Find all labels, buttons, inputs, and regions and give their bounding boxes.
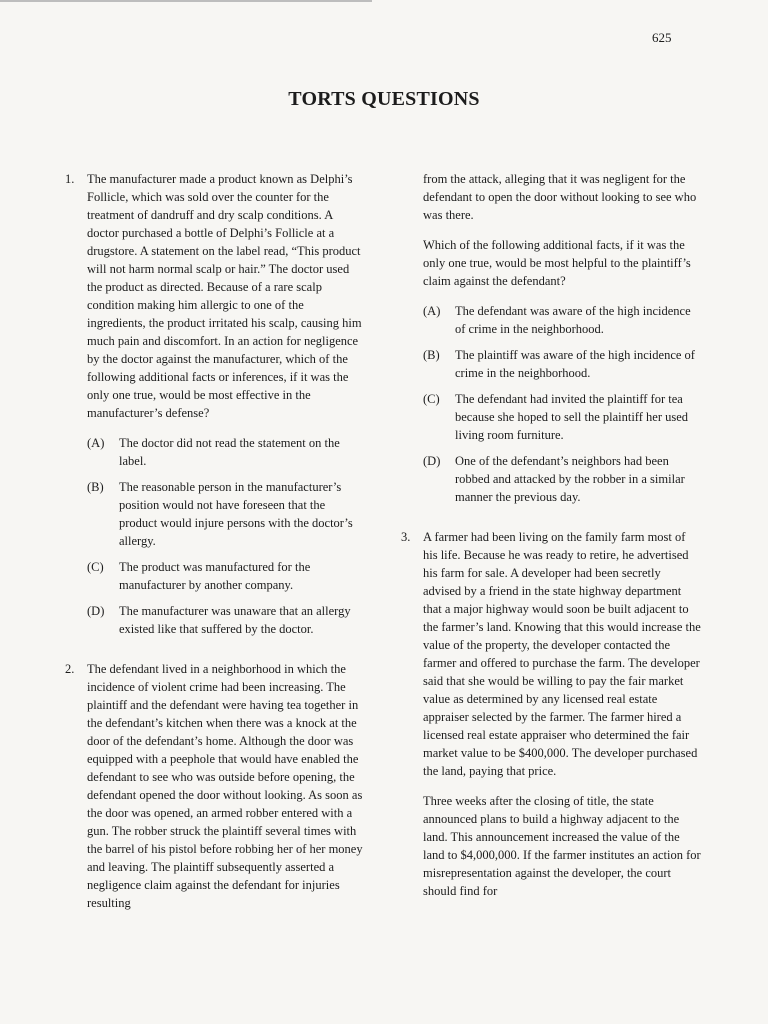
option-text: One of the defendant’s neighbors had been robbed and attacked by the robber in a similar manner the previous day.: [455, 454, 685, 504]
question-call: Which of the following additional facts, if it was the only one true, would be most helpful to the plaintiff’s claim against the defendant?: [423, 238, 691, 288]
question-3: [401, 528, 701, 900]
question-2-continued: [401, 170, 701, 506]
answer-options: [87, 434, 365, 638]
answer-option-d: [423, 452, 701, 506]
option-label: (D): [87, 604, 105, 618]
question-number: 2.: [65, 662, 75, 676]
spacer: [65, 646, 365, 660]
answer-option-a: [87, 434, 365, 470]
left-column: [65, 170, 365, 912]
option-label: (B): [87, 480, 104, 494]
question-stem-part-2: from the attack, alleging that it was negligent for the defendant to open the door without looking to see who was there.: [423, 172, 697, 222]
question-number: 3.: [401, 530, 411, 544]
option-label: (B): [423, 348, 440, 362]
answer-option-c: [87, 558, 365, 594]
question-stem: The manufacturer made a product known as Delphi’s Follicle, which was sold over the counter for the treatment of dandruff and dry scalp conditions. A doctor purchased a bottle of Delphi’s Follicle at a drugstore. A statement on the label read, “This product will not harm normal scalp or hair.” The doctor used the product as directed. Because of a rare scalp condition making him allergic to one of the ingredients, the product irritated his scalp, causing him much pain and discomfort. In an action for negligence by the doctor against the manufacturer, which of the following additional facts or inferences, if it was the only one true, would be most effective in the manufacturer’s defense?: [87, 172, 362, 420]
option-text: The plaintiff was aware of the high incidence of crime in the neighborhood.: [455, 348, 695, 380]
answer-option-d: [87, 602, 365, 638]
option-text: The reasonable person in the manufacturer’s position would not have foreseen that the product would injure persons with the doctor’s allergy.: [119, 480, 353, 548]
answer-option-b: [423, 346, 701, 382]
question-stem-part-1: The defendant lived in a neighborhood in which the incidence of violent crime had been increasing. The plaintiff and the defendant were having tea together in the defendant’s kitchen when there was a knock at the door of the defendant’s home. Although the door was equipped with a peephole that would have enabled the defendant to see who was outside before opening, the defendant opened the door without looking. As soon as the door was opened, an armed robber entered with a gun. The robber struck the plaintiff several times with the barrel of his pistol before robbing her of her money and leaving. The plaintiff subsequently asserted a negligence claim against the defendant for injuries resulting: [87, 662, 363, 910]
option-text: The defendant had invited the plaintiff for tea because she hoped to sell the plaintiff her used living room furniture.: [455, 392, 689, 442]
answer-option-a: [423, 302, 701, 338]
option-label: (C): [423, 392, 440, 406]
option-text: The manufacturer was unaware that an allergy existed like that suffered by the doctor.: [119, 604, 351, 636]
top-rule: [0, 0, 372, 2]
question-paragraph-1: A farmer had been living on the family farm most of his life. Because he was ready to retire, he advertised his farm for sale. A developer had been secretly advised by a friend in the state highway department that a major highway would soon be built adjacent to the farmer’s land. Knowing that this would increase the value of the property, the developer contacted the farmer and offered to purchase the farm. The developer said that she would be willing to pay the fair market value as determined by any licensed real estate appraiser selected by the farmer. The farmer hired a licensed real estate appraiser who determined the fair market value to be $400,000. The developer purchased the land, paying that price.: [423, 530, 701, 778]
question-number: 1.: [65, 172, 75, 186]
option-text: The doctor did not read the statement on the label.: [119, 436, 340, 468]
answer-option-b: [87, 478, 365, 550]
spacer: [401, 514, 701, 528]
right-column: [401, 170, 701, 912]
option-label: (A): [423, 304, 441, 318]
question-1: [65, 170, 365, 638]
option-text: The product was manufactured for the manufacturer by another company.: [119, 560, 311, 592]
answer-options: [423, 302, 701, 506]
page-title: TORTS QUESTIONS: [288, 88, 480, 110]
question-paragraph-2: Three weeks after the closing of title, the state announced plans to build a highway adjacent to the land. This announcement increased the value of the land to $4,000,000. If the farmer institutes an action for misrepresentation against the developer, the court should find for: [423, 794, 701, 898]
option-text: The defendant was aware of the high incidence of crime in the neighborhood.: [455, 304, 691, 336]
answer-option-c: [423, 390, 701, 444]
page-number: 625: [652, 30, 672, 45]
option-label: (A): [87, 436, 105, 450]
option-label: (C): [87, 560, 104, 574]
question-2: [65, 660, 365, 912]
option-label: (D): [423, 454, 441, 468]
